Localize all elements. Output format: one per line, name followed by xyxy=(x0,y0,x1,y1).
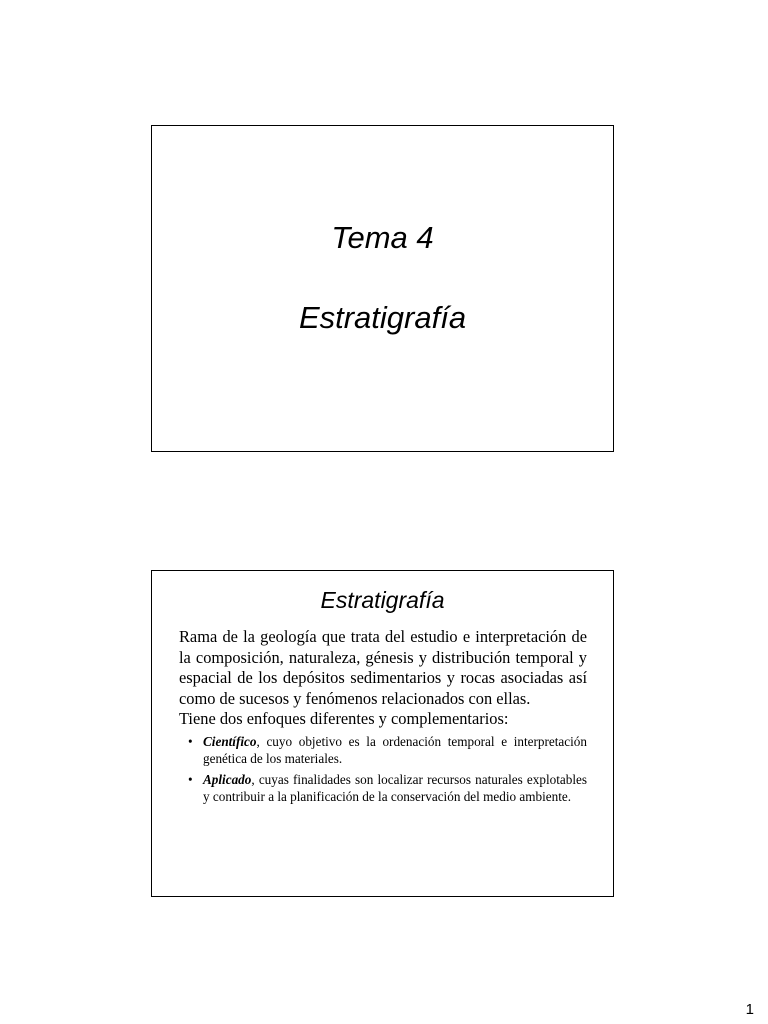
bullet-term: Científico xyxy=(203,733,257,749)
list-item xyxy=(179,733,587,767)
approaches-list xyxy=(179,733,587,805)
bullet-term: Aplicado xyxy=(203,771,252,787)
bullet-icon: • xyxy=(188,733,193,749)
approaches-intro: Tiene dos enfoques diferentes y complementarios: xyxy=(179,709,509,728)
list-item xyxy=(179,771,587,805)
definition-paragraph: Rama de la geología que trata del estudio e interpretación de la composición, naturaleza, génesis y distribución temporal y espacial de los depósitos sedimentarios y rocas asociadas así como de sucesos y fenómenos relacionados con ellas. xyxy=(179,627,587,708)
slide-2 xyxy=(151,570,614,897)
slide-1 xyxy=(151,125,614,452)
bullet-text: , cuyas finalidades son localizar recursos naturales explotables y contribuir a la planificación de la conservación del medio ambiente. xyxy=(203,771,587,804)
slide-1-topic-number: Tema 4 xyxy=(331,220,434,255)
page-number: 1 xyxy=(745,1001,754,1018)
slide-2-title: Estratigrafía xyxy=(320,587,445,613)
slide-2-body xyxy=(179,627,587,809)
bullet-icon: • xyxy=(188,771,193,787)
slide-1-title: Estratigrafía xyxy=(298,300,467,335)
bullet-text: , cuyo objetivo es la ordenación temporal e interpretación genética de los materiales. xyxy=(203,733,587,766)
